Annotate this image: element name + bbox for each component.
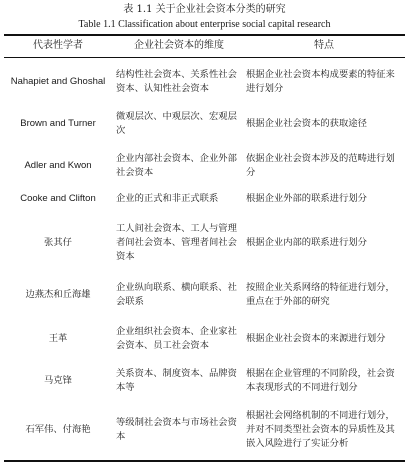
row-5-feature: 根据企业内部的联系进行划分 — [246, 237, 367, 248]
row-3-dimension: 企业内部社会资本、企业外部社会资本 — [116, 153, 237, 178]
header-feature: 特点 — [314, 40, 334, 51]
row-5-scholar: 张其仔 — [44, 237, 72, 248]
row-2-dimension: 微观层次、中观层次、宏观层次 — [116, 111, 237, 136]
row-2-scholar: Brown and Turner — [20, 118, 96, 129]
row-1-dimension: 结构性社会资本、关系性社会资本、认知性社会资本 — [116, 69, 237, 94]
row-9-feature: 根据社会网络机制的不同进行划分，并对不同类型社会资本的异质性及其嵌入风险进行了实证分析 — [246, 410, 395, 449]
row-9-dimension: 等级制社会资本与市场社会资本 — [116, 417, 237, 442]
row-8-feature: 根据在企业管理的不同阶段，社会资本表现形式的不同进行划分 — [246, 368, 395, 393]
row-6-dimension: 企业纵向联系、横向联系、社会联系 — [116, 282, 237, 307]
row-2-feature: 根据企业社会资本的获取途径 — [246, 118, 367, 129]
row-3-scholar: Adler and Kwon — [24, 160, 92, 171]
row-6-feature: 按照企业关系网络的特征进行划分，重点在于外部的研究 — [246, 282, 395, 307]
header-dimension: 企业社会资本的维度 — [134, 40, 224, 51]
table-caption-chinese: 表 1.1 关于企业社会资本分类的研究 — [123, 4, 286, 15]
row-1-scholar: Nahapiet and Ghoshal — [10, 76, 106, 87]
row-9-scholar: 石军伟、付海艳 — [25, 424, 91, 435]
row-6-scholar: 边燕杰和丘海雄 — [25, 289, 91, 300]
row-5-dimension: 工人间社会资本、工人与管理者间社会资本、管理者间社会资本 — [116, 223, 237, 262]
row-1-feature: 根据企业社会资本构成要素的特征来进行划分 — [246, 69, 395, 94]
row-4-dimension: 企业的正式和非正式联系 — [116, 193, 219, 204]
table-bottom-rule — [4, 460, 405, 462]
row-3-feature: 依据企业社会资本涉及的范畴进行划分 — [246, 153, 395, 178]
table-header-rule — [4, 57, 405, 58]
row-7-feature: 根据企业社会资本的来源进行划分 — [246, 333, 386, 344]
row-7-scholar: 王革 — [48, 333, 68, 344]
row-8-scholar: 马克锋 — [44, 375, 72, 386]
header-scholar: 代表性学者 — [33, 40, 83, 51]
row-7-dimension: 企业组织社会资本、企业家社会资本、员工社会资本 — [116, 326, 237, 351]
row-4-feature: 根据企业外部的联系进行划分 — [246, 193, 367, 204]
table-caption-english: Table 1.1 Classification about enterprise social capital research — [78, 19, 331, 30]
row-8-dimension: 关系资本、制度资本、品牌资本等 — [116, 368, 237, 393]
row-4-scholar: Cooke and Clifton — [20, 193, 96, 204]
table-top-rule — [4, 34, 405, 36]
